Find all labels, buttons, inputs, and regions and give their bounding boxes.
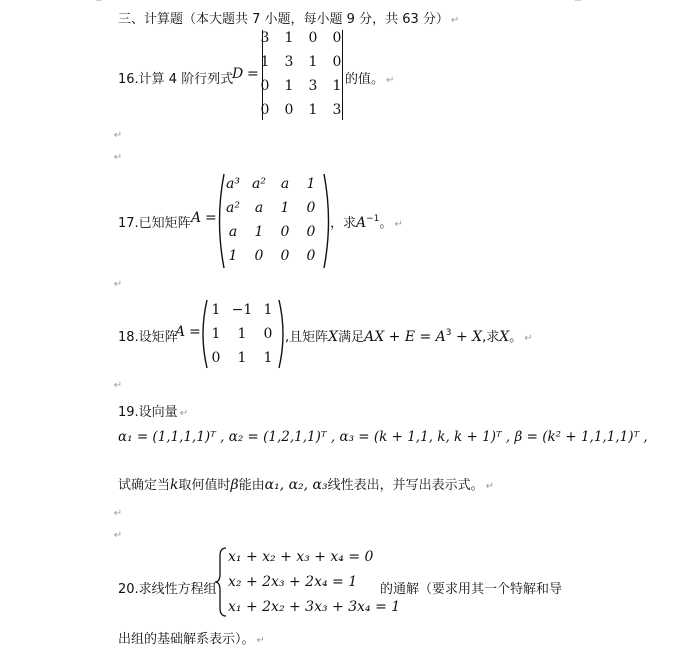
q18-var: A [175,324,186,340]
q19-task [118,474,494,493]
q18-matrix-cell: 1 [237,350,247,366]
q17-matrix-cell: a [254,200,264,216]
q19-vectors: α₁ = (1,1,1,1)ᵀ , α₂ = (1,2,1,1)ᵀ , α₃ = (k + 1,1, k, k + 1)ᵀ , β = (k² + 1,1,1,1)ᵀ , [118,429,648,445]
q18-equation-tail: + X [451,329,483,345]
q17-matrix-cell: 1 [306,176,316,192]
q18-matrix-cell: 0 [263,326,273,342]
q18-prefix: 18.设矩阵 [118,330,178,345]
q16-suffix-text: 的值。 [345,72,385,87]
q20-equation-2: x₂ + 2x₃ + 2x₄ = 1 [228,574,358,590]
q18-matrix-cell: −1 [231,302,253,318]
q17-matrix-cell: 1 [254,224,264,240]
paragraph-mark: ↵ [113,279,123,290]
determinant-cell: 1 [260,54,270,70]
page-corner-mark-left [96,0,102,1]
q17-suffix-end: 。 [379,216,393,231]
q17-matrix-cell: 0 [254,248,264,264]
q18-matrix-cell: 1 [237,326,247,342]
q17-matrix-cell: 1 [228,248,238,264]
paragraph-mark: ↵ [256,635,265,646]
q19-alphas: α₁, α₂, α₃ [264,477,328,493]
q18-ask-var: X [499,329,510,345]
determinant-cell: 0 [284,102,294,118]
q16-equals: = [247,66,259,82]
q17-matrix-cell: a [228,224,238,240]
paragraph-mark: ↵ [113,530,123,541]
q17-suffix-comma: ，求 [330,216,357,231]
q19-task-c: 能由 [238,478,265,493]
q17-matrix-cell: 1 [280,200,290,216]
q19-beta: β [230,477,239,493]
q16-var: D [232,66,244,82]
q19-task-d: 线性表出，并写出表示式。 [327,478,484,493]
paragraph-mark: ↵ [113,130,123,141]
q19-prefix-text: 19.设向量 [118,405,178,420]
q17-inverse-exponent: −1 [366,214,380,224]
q17-matrix-cell: 0 [280,248,290,264]
q17-matrix-cell: a³ [226,176,240,192]
q18-condition [285,326,533,345]
q17-matrix-cell: 0 [306,248,316,264]
determinant-cell: 1 [332,78,342,94]
q17-matrix-cell: 0 [306,200,316,216]
paragraph-mark: ↵ [394,219,403,230]
q18-matrix-cell: 1 [211,326,221,342]
q18-end: 。 [509,330,523,345]
q20-prefix: 20.求线性方程组 [118,582,217,597]
section-title [118,8,459,27]
q18-ask: ,求 [482,330,500,345]
q17-matrix-cell: a² [252,176,266,192]
q18-matrix-cell: 1 [263,302,273,318]
q18-matrix-cell: 1 [211,302,221,318]
q17-inverse-var: A [356,215,367,231]
q17-suffix [330,212,403,231]
q19-k: k [170,477,179,493]
q18-matrix-cell: 0 [211,350,221,366]
q19-task-b: 取何值时 [178,478,231,493]
q20-equation-3: x₁ + 2x₂ + 3x₃ + 3x₄ = 1 [228,599,401,615]
q18-cond2: 满足 [338,330,365,345]
paragraph-mark: ↵ [524,333,533,344]
q18-equation-exponent: 3 [445,328,452,338]
q18-x: X [328,329,339,345]
paragraph-mark: ↵ [179,408,189,419]
q16-prefix: 16.计算 4 阶行列式 [118,72,234,87]
paragraph-mark: ↵ [113,152,123,163]
q18-matrix-cell: 1 [263,350,273,366]
q18-equation: AX + E = A [364,329,446,345]
q17-matrix-cell: a [280,176,290,192]
q20-suffix: 的通解（要求用其一个特解和导 [380,582,563,597]
determinant-cell: 3 [308,78,318,94]
determinant-cell: 0 [308,30,318,46]
determinant-cell: 1 [308,54,318,70]
paragraph-mark: ↵ [113,380,123,391]
section-title-text: 三、计算题（本大题共 7 小题，每小题 9 分，共 63 分） [118,12,449,27]
determinant-cell: 0 [260,102,270,118]
paragraph-mark: ↵ [386,75,395,86]
q18-equals: = [189,324,201,340]
determinant-cell: 1 [284,30,294,46]
q20-line2-text: 出组的基础解系表示）。 [118,632,255,647]
determinant-cell: 3 [260,30,270,46]
q19-prefix [118,401,188,420]
q17-equals: = [205,210,217,226]
q20-left-brace [214,546,228,618]
determinant-cell: 0 [332,30,342,46]
page-corner-mark-right [575,0,581,1]
q17-var: A [191,210,202,226]
q20-line2 [118,628,265,647]
determinant-cell: 3 [284,54,294,70]
q20-equation-1: x₁ + x₂ + x₃ + x₄ = 0 [228,549,374,565]
q17-matrix-cell: 0 [306,224,316,240]
q18-cond1: ,且矩阵 [285,330,329,345]
q17-matrix-cell: 0 [280,224,290,240]
paragraph-mark: ↵ [485,481,495,492]
determinant-cell: 3 [332,102,342,118]
q17-prefix: 17.已知矩阵 [118,216,191,231]
q16-suffix [345,68,394,87]
determinant-cell: 0 [260,78,270,94]
paragraph-mark: ↵ [450,15,460,26]
q17-matrix-cell: a² [226,200,240,216]
q19-task-a: 试确定当 [118,478,171,493]
determinant-cell: 0 [332,54,342,70]
determinant-cell: 1 [284,78,294,94]
determinant-cell: 1 [308,102,318,118]
paragraph-mark: ↵ [113,508,123,519]
